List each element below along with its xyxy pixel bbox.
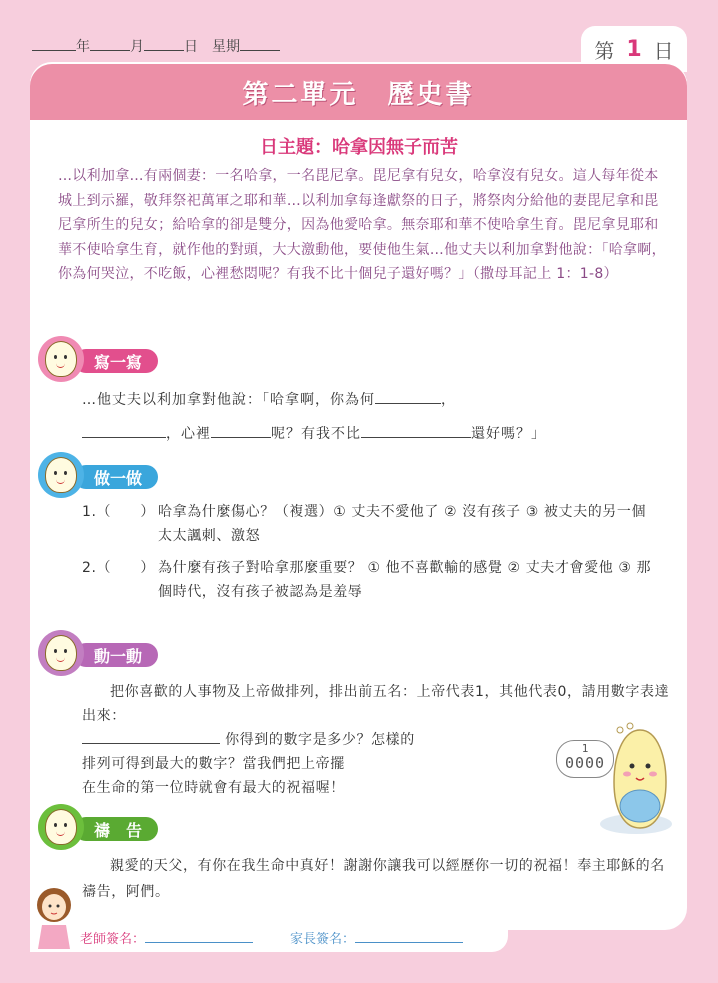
write-line2-text-c: 還好嗎？」 [471, 426, 546, 442]
section-pray-header [38, 812, 198, 846]
teacher-girl-icon [32, 885, 76, 951]
section-move-header [38, 638, 198, 672]
teacher-sign-label: 老師簽名： [80, 932, 146, 947]
write-line2-text-a: ，心裡 [166, 426, 211, 442]
section-pray-title: 禱 告 [94, 820, 143, 840]
day-number: 1 [626, 36, 642, 62]
move-para-2: 你得到的數字是多少？怎樣的 [225, 732, 415, 748]
move-para-3: 排列可得到最大的數字？當我們把上帝擺 [82, 756, 345, 772]
section-do-header [38, 460, 198, 494]
pray-avatar-icon [38, 804, 84, 850]
section-move-pill [74, 643, 158, 667]
write-blank-2[interactable] [82, 423, 166, 438]
parent-sign-label: 家長簽名： [290, 932, 356, 947]
parent-sign-blank[interactable] [355, 928, 463, 943]
section-write-header [38, 344, 198, 378]
section-write-title: 寫一寫 [94, 352, 143, 372]
month-label: 月 [130, 39, 144, 55]
move-para-1: 把你喜歡的人事物及上帝做排列，排出前五名：上帝代表1，其他代表0，請用數字表達出來： [82, 684, 670, 724]
year-label: 年 [76, 39, 90, 55]
do-q1-text: 哈拿為什麼傷心？（複選）① 丈夫不愛他了 ② 沒有孩子 ③ 被丈夫的另一個太太諷刺、激怒 [158, 504, 647, 544]
day-label: 日 [184, 39, 198, 55]
move-avatar-icon [38, 630, 84, 676]
daily-theme: 日主題：哈拿因無子而苦 [260, 137, 458, 158]
day-suffix: 日 [653, 38, 674, 63]
section-do-pill [74, 465, 158, 489]
write-line1-text-a: …他丈夫以利加拿對他說：「哈拿啊，你為何 [82, 392, 375, 408]
unit-title: 第二單元 歷史書 [242, 79, 475, 110]
write-line-1 [82, 389, 456, 409]
unit-banner [30, 64, 687, 120]
mascot-thinking-icon [580, 718, 676, 848]
date-line [32, 36, 280, 56]
teacher-signature [80, 928, 253, 947]
do-q2-text: 為什麼有孩子對哈拿那麼重要？ ① 他不喜歡輸的感覺 ② 丈夫才會愛他 ③ 那個時代，沒有孩子被認為是羞辱 [158, 560, 652, 600]
section-move-title: 動一動 [94, 646, 143, 666]
day-prefix: 第 [594, 38, 615, 63]
write-line2-text-b: 呢？有我不比 [271, 426, 361, 442]
month-blank[interactable] [90, 38, 130, 51]
move-para-4: 在生命的第一位時就會有最大的祝福喔！ [82, 780, 345, 796]
year-blank[interactable] [32, 38, 76, 51]
section-write-pill [74, 349, 158, 373]
write-blank-4[interactable] [361, 423, 471, 438]
write-avatar-icon [38, 336, 84, 382]
teacher-sign-blank[interactable] [145, 928, 253, 943]
section-do-title: 做一做 [94, 468, 143, 488]
scripture-passage: …以利加拿…有兩個妻：一名哈拿，一名毘尼拿。毘尼拿有兒女，哈拿沒有兒女。這人每年從本城上到示羅，敬拜祭祀萬軍之耶和華…以利加拿每逢獻祭的日子，將祭肉分給他的妻毘尼拿和毘尼拿所生的兒女；給哈拿的卻是雙分，因為他愛哈拿。無奈耶和華不使哈拿生育。毘尼拿見耶和華不使哈拿生育，就作他的對頭，大大激動他，要使他生氣…他丈夫以利加拿對他說：「哈拿啊，你為何哭泣，不吃飯，心裡愁悶呢？有我不比十個兒子還好嗎？」（撒母耳記上 1：1-8） [58, 168, 666, 283]
write-line-2 [82, 423, 546, 443]
do-q1-number[interactable]: 1.（ ） [82, 504, 155, 520]
do-avatar-icon [38, 452, 84, 498]
thought-bubble [556, 740, 614, 778]
day-blank[interactable] [144, 38, 184, 51]
bubble-digits: 0000 [564, 754, 606, 772]
weekday-label: 星期 [212, 39, 240, 55]
parent-signature [290, 928, 463, 947]
write-blank-1[interactable] [375, 389, 441, 404]
do-q2-number[interactable]: 2.（ ） [82, 560, 155, 576]
weekday-blank[interactable] [240, 38, 280, 51]
move-answer-blank[interactable] [82, 729, 220, 744]
bubble-top-digit: 1 [581, 742, 589, 755]
section-pray-pill [74, 817, 158, 841]
write-blank-3[interactable] [211, 423, 271, 438]
prayer-text: 親愛的天父，有你在我生命中真好！謝謝你讓我可以經歷你一切的祝福！奉主耶穌的名禱告，阿們。 [82, 858, 665, 900]
write-line1-text-b: ， [441, 392, 456, 408]
